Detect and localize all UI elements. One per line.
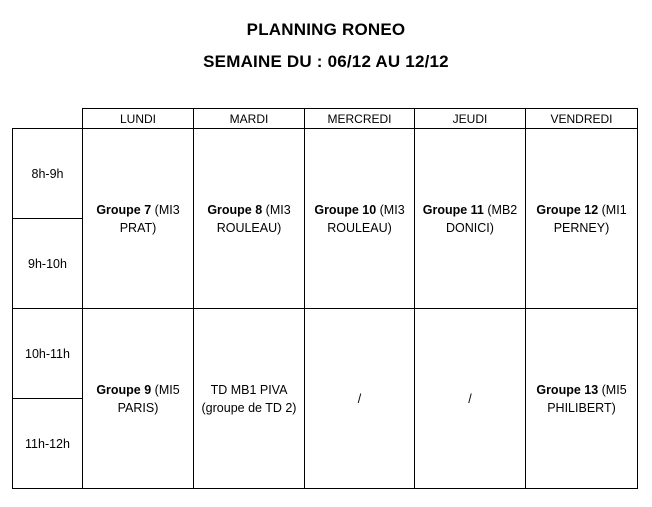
group-teacher: PRAT) [119,220,157,235]
group-detail: (MB2 [483,202,518,217]
empty-slot-mark: / [357,391,362,406]
group-teacher: ROULEAU) [216,220,282,235]
day-header-lundi: LUNDI [83,109,194,129]
slot-jeudi-10h-12h [415,309,526,489]
hour-label: 11h-12h [13,399,83,489]
header-corner [13,109,83,129]
group-detail: (MI1 [598,202,627,217]
page-title: PLANNING RONEO [246,20,406,39]
group-name: Groupe 13 [536,382,599,397]
group-detail: (MI3 [262,202,291,217]
slot-mercredi-8h-10h [305,129,415,309]
slot-vendredi-8h-10h [526,129,638,309]
group-teacher: DONICI) [446,220,494,235]
group-detail: (MI5 [151,382,180,397]
group-name: Groupe 8 [207,202,263,217]
day-header-vendredi: VENDREDI [526,109,638,129]
hour-label: 9h-10h [13,219,83,309]
group-name: Groupe 12 [536,202,599,217]
hour-label: 10h-11h [13,309,83,399]
group-detail: (MI5 [598,382,627,397]
day-header-mardi: MARDI [194,109,305,129]
slot-mardi-10h-12h [194,309,305,489]
slot-mardi-8h-10h [194,129,305,309]
group-detail: (MI3 [376,202,405,217]
schedule-table [12,108,638,489]
group-name: Groupe 10 [314,202,377,217]
table-row [13,129,638,219]
group-teacher: ROULEAU) [327,220,392,235]
td-label: TD MB1 PIVA [210,382,288,397]
group-detail: (MI3 [151,202,180,217]
td-group: (groupe de TD 2) [201,400,297,415]
slot-lundi-8h-10h [83,129,194,309]
hour-label: 8h-9h [13,129,83,219]
group-teacher: PARIS) [117,400,159,415]
day-header-mercredi: MERCREDI [305,109,415,129]
group-name: Groupe 9 [96,382,152,397]
group-teacher: PERNEY) [553,220,610,235]
empty-slot-mark: / [468,391,472,406]
slot-mercredi-10h-12h [305,309,415,489]
group-teacher: PHILIBERT) [547,400,616,415]
slot-lundi-10h-12h [83,309,194,489]
week-subtitle: SEMAINE DU : 06/12 AU 12/12 [203,52,449,71]
day-header-row [13,109,638,129]
group-name: Groupe 7 [96,202,152,217]
day-header-jeudi: JEUDI [415,109,526,129]
group-name: Groupe 11 [422,202,484,217]
table-row [13,309,638,399]
slot-jeudi-8h-10h [415,129,526,309]
slot-vendredi-10h-12h [526,309,638,489]
